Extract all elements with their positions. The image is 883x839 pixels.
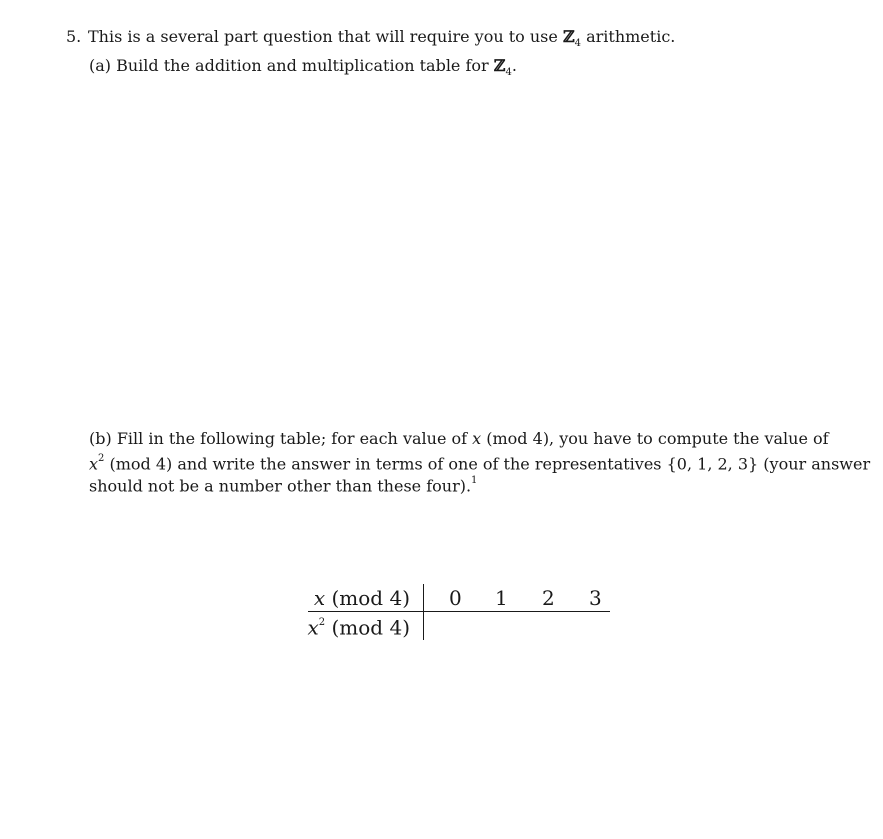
variable-x: x (472, 429, 482, 448)
squares-table (308, 584, 610, 640)
ring-subscript: 4 (505, 67, 512, 79)
part-a-label: (a) (89, 56, 112, 75)
part-b-line-2 (89, 451, 870, 474)
row-header-x-squared (307, 612, 410, 641)
row-header-x (314, 585, 410, 611)
table-value-cell: 2 (542, 586, 555, 610)
table-value-cell: 3 (589, 586, 602, 610)
part-b-text-line2: (mod 4) and write the answer in terms of one of the representatives {0, 1, 2, 3} (your answer (104, 454, 871, 474)
part-b-line-3 (89, 473, 477, 496)
part-a-text-end: . (511, 56, 517, 75)
exponent: 2 (318, 617, 326, 628)
question-intro (88, 27, 675, 54)
part-b-line-1 (89, 429, 829, 449)
table-value-cell: 1 (495, 586, 508, 610)
table-vertical-rule (423, 584, 424, 640)
variable-x: x (307, 615, 319, 640)
question-intro-post: arithmetic. (581, 27, 676, 46)
table-value-cell: 0 (449, 586, 462, 610)
row-header-label: (mod 4) (325, 586, 410, 610)
footnote-mark: 1 (471, 475, 478, 486)
ring-symbol: ℤ (493, 56, 506, 75)
variable-x: x (313, 586, 326, 610)
part-a (89, 56, 517, 83)
question-intro-pre: This is a several part question that will require you to use (88, 27, 563, 46)
variable-x: x (89, 454, 99, 474)
table-horizontal-rule (308, 611, 610, 612)
exponent: 2 (98, 453, 105, 464)
row-header-label: (mod 4) (325, 615, 410, 640)
part-b-text-cont: (mod 4), you have to compute the value of (481, 429, 829, 448)
ring-subscript: 4 (574, 38, 581, 50)
question-number: 5. (66, 27, 82, 46)
part-b-text-line3: should not be a number other than these four). (89, 476, 472, 496)
part-b-text: Fill in the following table; for each value of (111, 429, 473, 448)
part-b-label: (b) (89, 429, 112, 448)
ring-symbol: ℤ (562, 27, 575, 46)
part-a-text: Build the addition and multiplication table for (111, 56, 494, 75)
